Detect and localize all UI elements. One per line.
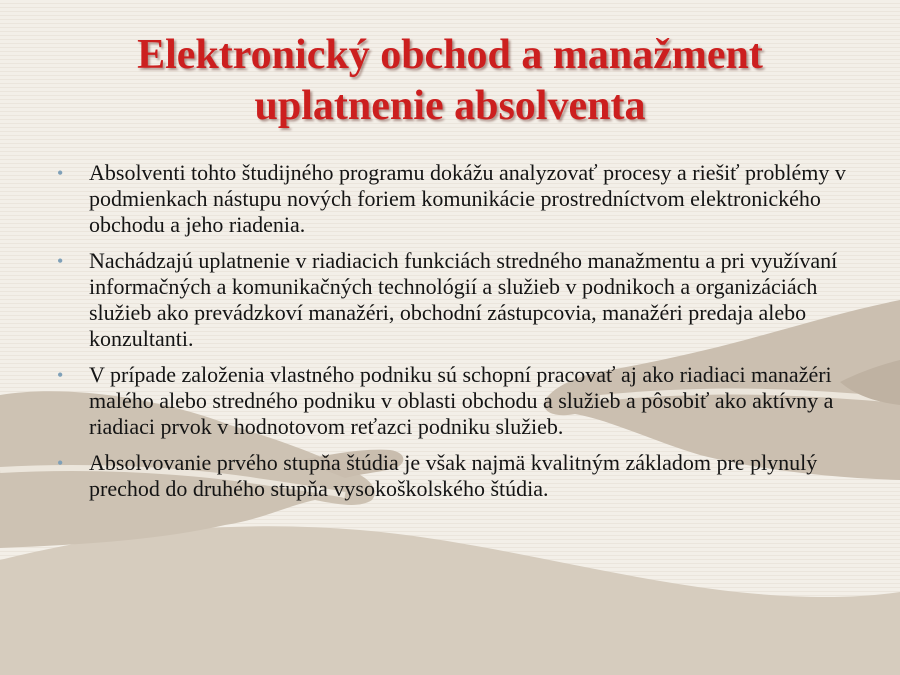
bullet-text: Nachádzajú uplatnenie v riadiacich funkciách stredného manažmentu a pri využívaní informačných a komunikačných technológií a služieb v podnikoch a organizáciách služieb ako prevádzkoví manažéri, obchodní zástupcovia, manažéri predaja alebo konzultanti.: [89, 248, 838, 351]
bullet-item: [55, 160, 855, 238]
bg-wave-lower: [0, 526, 900, 675]
bullet-list: [55, 160, 855, 512]
bullet-text: V prípade založenia vlastného podniku sú schopní pracovať aj ako riadiaci manažéri malého alebo stredného podniku v oblasti obchodu a služieb a pôsobiť ako aktívny a riadiaci prvok v hodnotovom reťazci podniku služieb.: [89, 362, 834, 439]
bullet-item: [55, 362, 855, 440]
slide-title-line-1: Elektronický obchod a manažment: [137, 32, 763, 78]
slide-title-line-2: uplatnenie absolventa: [254, 83, 646, 129]
bullet-dot-icon: •: [57, 251, 64, 271]
slide-title: [40, 30, 860, 132]
bullet-dot-icon: •: [57, 365, 64, 385]
bullet-dot-icon: •: [57, 163, 64, 183]
bullet-text: Absolventi tohto študijného programu dokážu analyzovať procesy a riešiť problémy v podmienkach nástupu nových foriem komunikácie prostredníctvom elektronického obchodu a jeho riadenia.: [89, 160, 846, 237]
bullet-text: Absolvovanie prvého stupňa štúdia je však najmä kvalitným základom pre plynulý prechod do druhého stupňa vysokoškolského štúdia.: [89, 450, 818, 501]
bullet-dot-icon: •: [57, 453, 64, 473]
bullet-item: [55, 450, 855, 502]
bullet-item: [55, 248, 855, 352]
